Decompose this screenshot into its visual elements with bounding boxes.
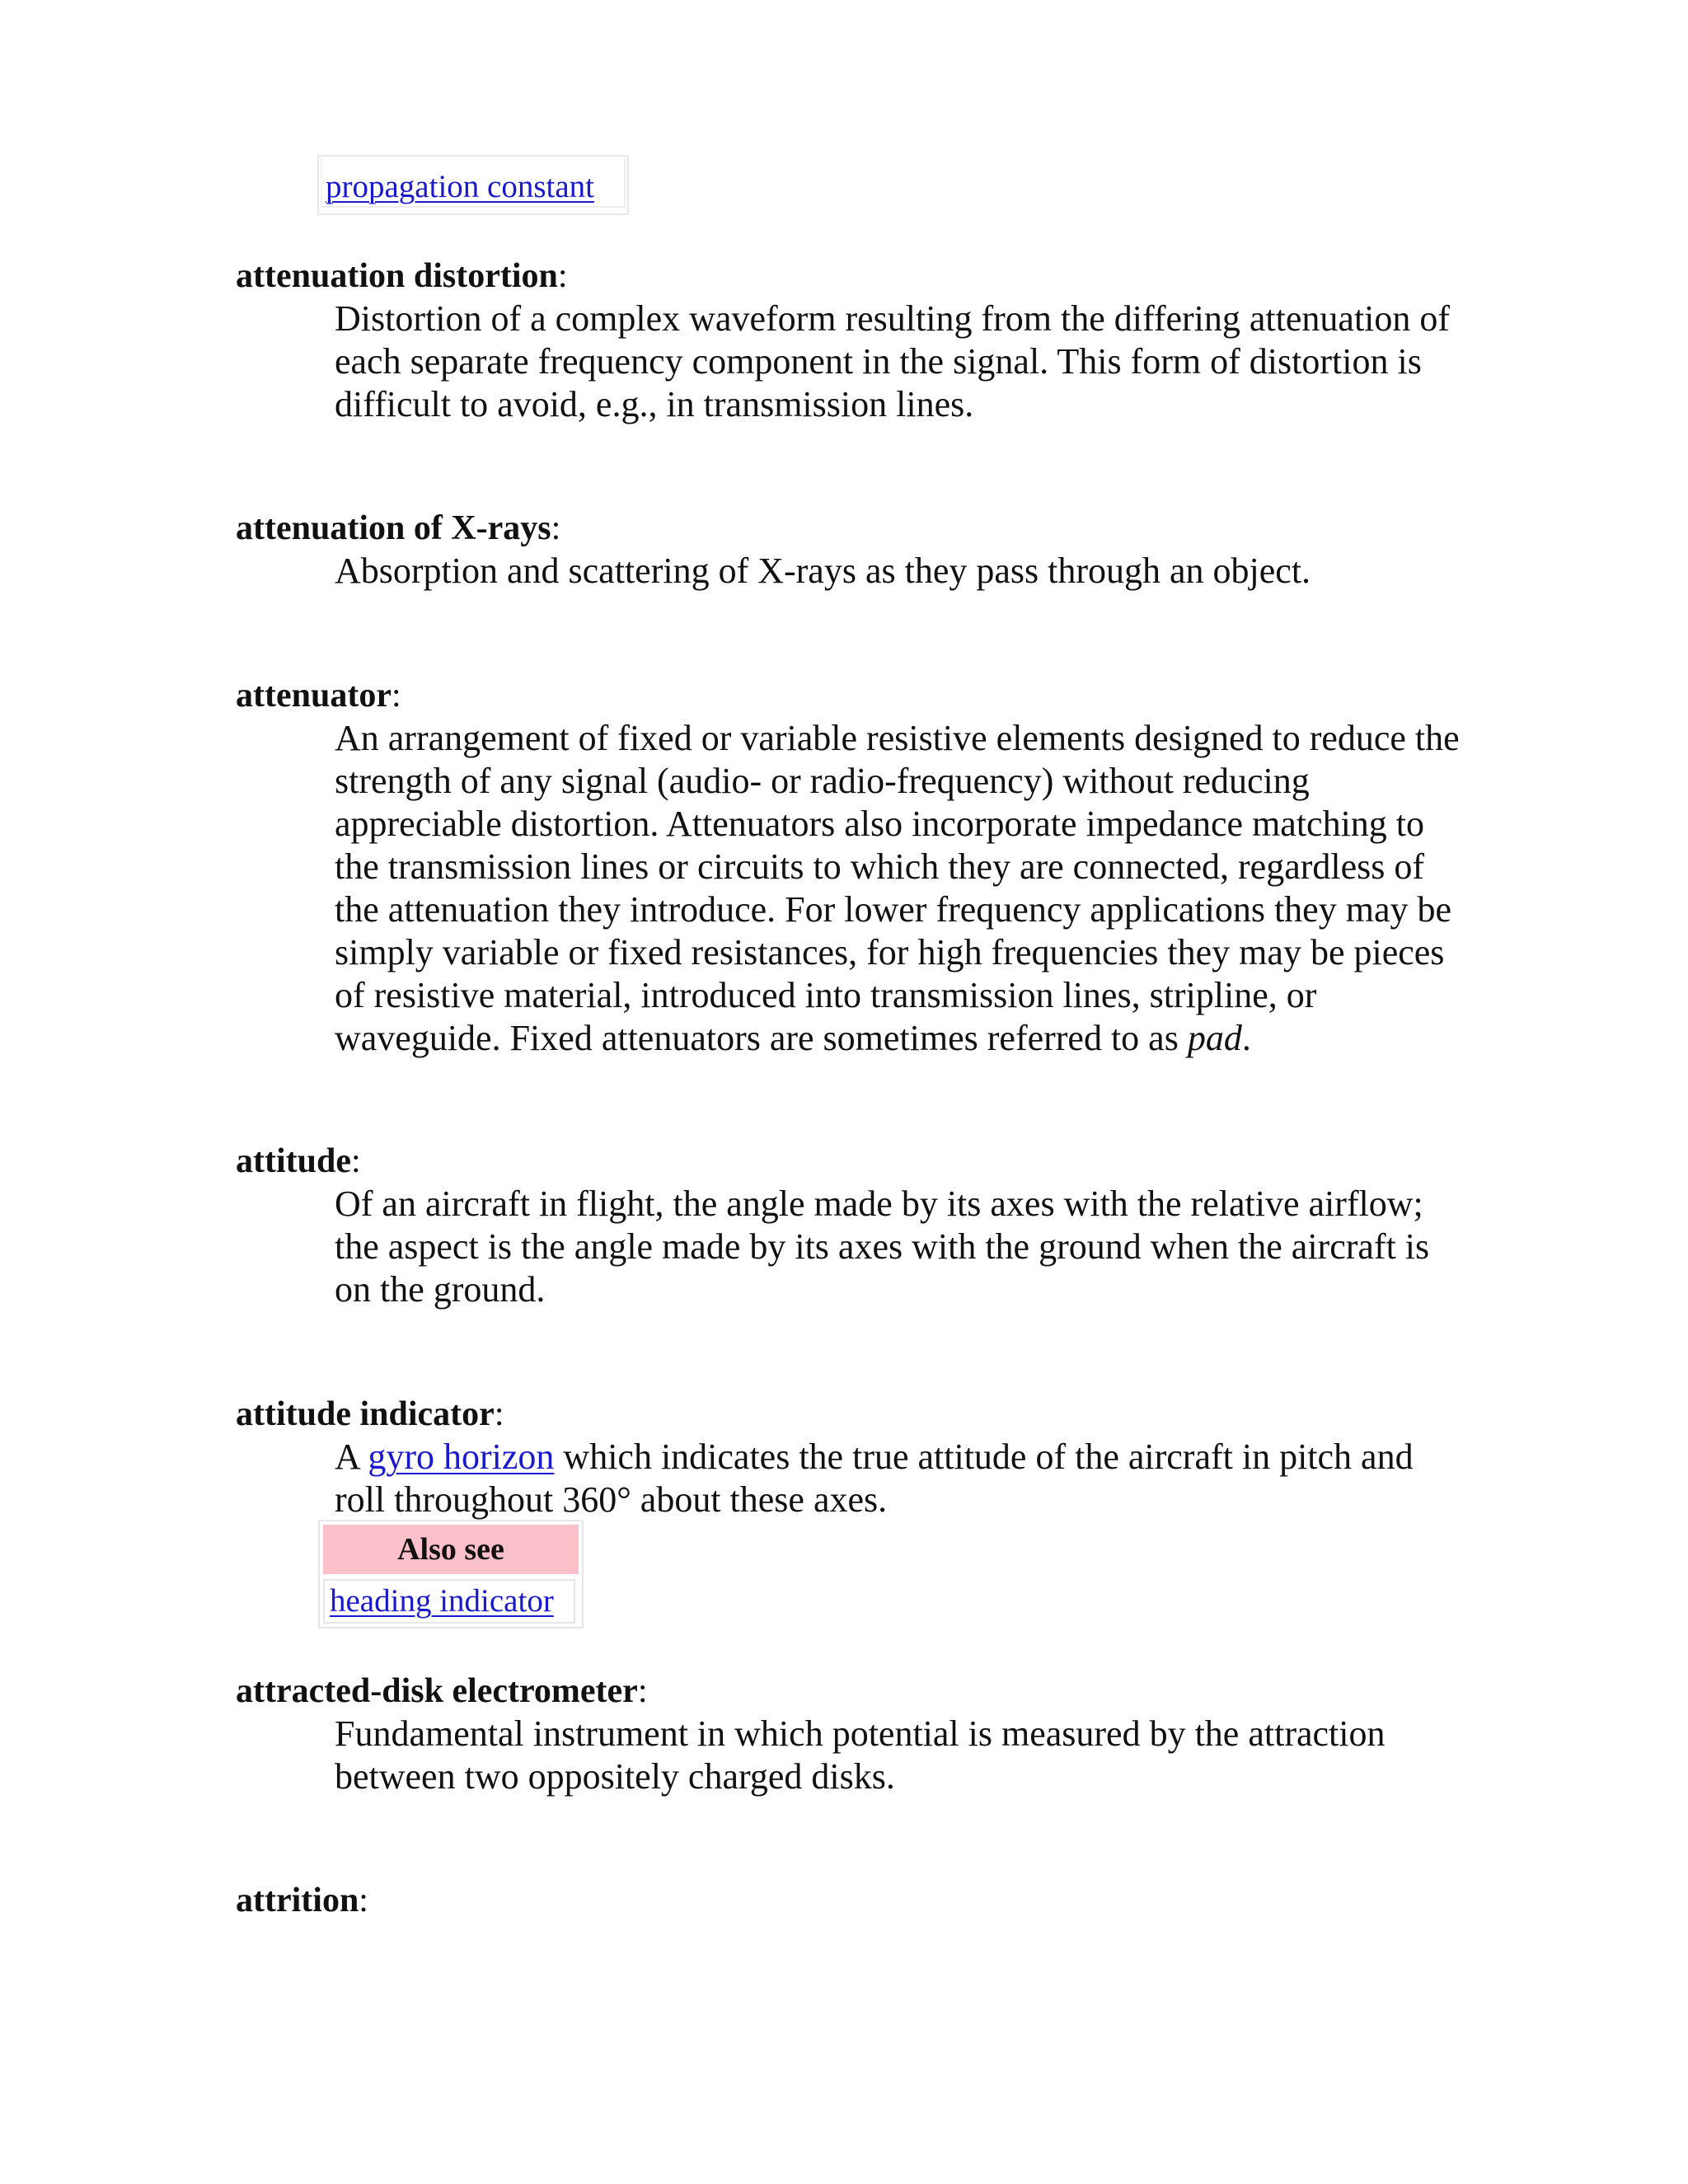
entry-term: attenuation distortion: — [236, 257, 568, 295]
entry-attenuator — [236, 674, 1472, 1060]
see-also-cell — [323, 1579, 575, 1624]
term-label: attenuator — [236, 677, 392, 715]
term-label: attracted-disk electrometer — [236, 1672, 638, 1710]
gyro-horizon-link[interactable]: gyro horizon — [368, 1436, 555, 1477]
entry-term: attenuator: — [236, 677, 401, 715]
entry-definition: An arrangement of fixed or variable resistive elements designed to reduce the strength of any signal (audio- or radio-frequency) without reducing appreciable distortion. Attenuators also incorporate impedance matching to the transmission lines or circuits to which they are connected, regardless of the attenuation they introduce. For lower frequency applications they may be simply variable or fixed resistances, for high frequencies they may be pieces of resistive material, introduced into transmission lines, stripline, or waveguide. Fixed attenuators are sometimes referred to as pad. — [335, 718, 1460, 1058]
entry-attenuation-of-x-rays — [236, 507, 1472, 593]
see-also-header: Also see — [323, 1525, 579, 1574]
entry-definition: Absorption and scattering of X-rays as they pass through an object. — [335, 551, 1311, 591]
term-label: attenuation distortion — [236, 257, 558, 295]
entry-attitude-indicator — [236, 1393, 1472, 1521]
term-label: attrition — [236, 1882, 359, 1919]
entry-definition: Of an aircraft in flight, the angle made by its axes with the relative airflow; the aspect is the angle made by its axes with the ground when the aircraft is on the ground. — [335, 1183, 1430, 1310]
see-also-box — [318, 1520, 584, 1629]
entry-attenuation-distortion — [236, 255, 1472, 426]
entry-term: attracted-disk electrometer: — [236, 1672, 648, 1710]
term-label: attitude — [236, 1142, 351, 1180]
entry-attitude — [236, 1140, 1472, 1311]
heading-indicator-link[interactable]: heading indicator — [330, 1583, 554, 1619]
term-label: attitude indicator — [236, 1395, 495, 1433]
entry-term: attitude: — [236, 1142, 361, 1180]
top-xref-box — [317, 155, 629, 215]
entry-definition: Distortion of a complex waveform resulting from the differing attenuation of each separate frequency component in the signal. This form of distortion is difficult to avoid, e.g., in transmission lines. — [335, 298, 1451, 424]
propagation-constant-link[interactable]: propagation constant — [326, 169, 594, 204]
entry-term: attitude indicator: — [236, 1395, 504, 1433]
entry-attracted-disk-electrometer — [236, 1670, 1472, 1798]
entry-term: attenuation of X-rays: — [236, 509, 561, 547]
entry-term: attrition: — [236, 1882, 368, 1919]
entry-definition: Fundamental instrument in which potential is measured by the attraction between two oppositely charged disks. — [335, 1713, 1386, 1797]
term-label: attenuation of X-rays — [236, 509, 551, 547]
entry-definition: A gyro horizon which indicates the true attitude of the aircraft in pitch and roll throughout 360° about these axes. — [335, 1436, 1414, 1520]
pad-term: pad — [1187, 1018, 1242, 1058]
entry-attrition — [236, 1879, 1472, 1922]
